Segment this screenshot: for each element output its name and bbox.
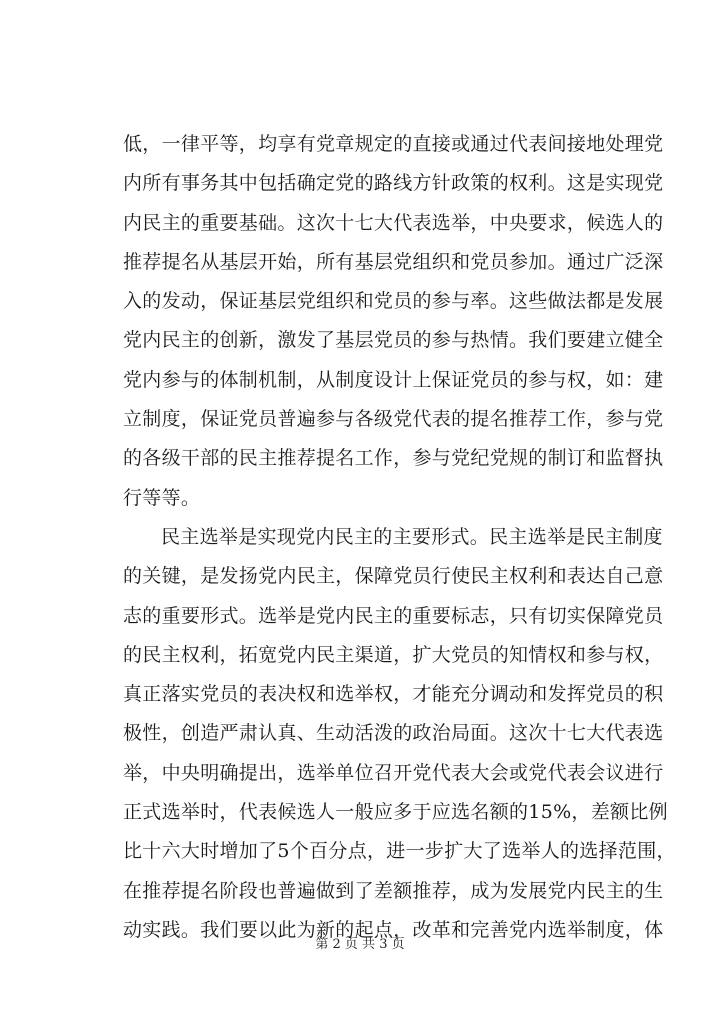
text-line: 内所有事务其中包括确定党的路线方针政策的权利。这是实现党	[123, 172, 664, 195]
text-line: 在推荐提名阶段也普遍做到了差额推荐，成为发展党内民主的生	[123, 879, 664, 902]
text-line: 极性，创造严肃认真、生动活泼的政治局面。这次十七大代表选	[123, 722, 664, 745]
text-line: 内民主的重要基础。这次十七大代表选举，中央要求，候选人的	[123, 211, 664, 234]
text-line: 志的重要形式。选举是党内民主的重要标志，只有切实保障党员	[123, 604, 664, 627]
text-line: 立制度，保证党员普遍参与各级党代表的提名推荐工作，参与党	[123, 408, 664, 431]
text-line: 的各级干部的民主推荐提名工作，参与党纪党规的制订和监督执	[123, 447, 664, 470]
text-line: 的关键，是发扬党内民主，保障党员行使民主权利和表达自己意	[123, 565, 664, 588]
text-line: 真正落实党员的表决权和选举权，才能充分调动和发挥党员的积	[123, 683, 664, 706]
text-line: 行等等。	[123, 486, 201, 509]
text-line: 动实践。我们要以此为新的起点，改革和完善党内选举制度，体	[123, 918, 664, 941]
text-line: 举，中央明确提出，选举单位召开党代表大会或党代表会议进行	[123, 761, 664, 784]
text-line: 推荐提名从基层开始，所有基层党组织和党员参加。通过广泛深	[123, 250, 664, 273]
document-body	[123, 125, 676, 950]
text-line: 入的发动，保证基层党组织和党员的参与率。这些做法都是发展	[123, 290, 664, 313]
page-number-footer: 第 2 页 共 3 页	[315, 937, 405, 952]
text-line: 正式选举时，代表候选人一般应多于应选名额的15%，差额比例	[123, 801, 668, 824]
text-line: 低，一律平等，均享有党章规定的直接或通过代表间接地处理党	[123, 133, 664, 155]
paragraph-first-line: 民主选举是实现党内民主的主要形式。民主选举是民主制度	[161, 525, 663, 548]
text-line: 比十六大时增加了5个百分点，进一步扩大了选举人的选择范围，	[123, 840, 676, 863]
text-line: 党内参与的体制机制，从制度设计上保证党员的参与权，如：建	[123, 368, 664, 391]
text-line: 的民主权利，拓宽党内民主渠道，扩大党员的知情权和参与权，	[123, 643, 664, 666]
text-line: 党内民主的创新，激发了基层党员的参与热情。我们要建立健全	[123, 329, 664, 352]
